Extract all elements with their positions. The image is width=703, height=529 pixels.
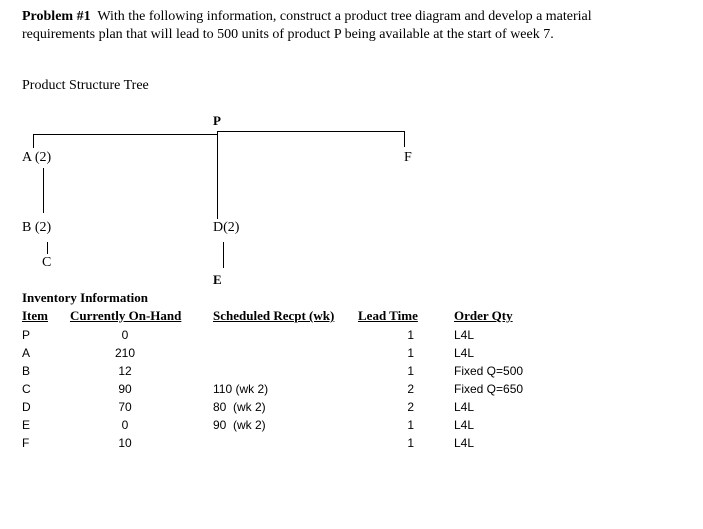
problem-text: With the following information, construct a product tree diagram and develop a material requirements plan that will lead to 500 units of product P being available at the start of week 7. <box>22 9 592 42</box>
header-scheduled-receipt: Scheduled Recpt (wk) <box>213 308 335 323</box>
cell-on-hand: 210 <box>114 346 136 360</box>
node-a: A (2) <box>22 150 52 165</box>
cell-on-hand: 90 <box>118 382 132 396</box>
connector-p-f <box>218 131 404 132</box>
problem-statement <box>22 8 662 44</box>
node-b: B (2) <box>22 220 52 235</box>
cell-lead-time: 1 <box>407 328 414 342</box>
cell-lead-time: 1 <box>407 346 414 360</box>
cell-item: D <box>22 400 31 414</box>
cell-lead-time: 1 <box>407 364 414 378</box>
node-p: P <box>213 113 221 128</box>
cell-item: A <box>22 346 31 360</box>
inventory-title: Inventory Information <box>22 290 149 305</box>
node-c: C <box>42 255 52 270</box>
cell-scheduled-receipt: 90 (wk 2) <box>213 418 266 432</box>
cell-order-qty: Fixed Q=650 <box>454 382 524 396</box>
connector-d-e <box>223 242 224 268</box>
cell-on-hand: 10 <box>118 436 132 450</box>
cell-item: E <box>22 418 31 432</box>
node-e: E <box>213 272 222 287</box>
cell-lead-time: 2 <box>407 382 414 396</box>
cell-order-qty: L4L <box>454 436 475 450</box>
cell-item: C <box>22 382 31 396</box>
cell-scheduled-receipt: 110 (wk 2) <box>213 382 269 396</box>
cell-order-qty: L4L <box>454 328 475 342</box>
cell-scheduled-receipt: 80 (wk 2) <box>213 400 266 414</box>
cell-on-hand: 0 <box>121 328 129 342</box>
cell-item: B <box>22 364 31 378</box>
cell-order-qty: L4L <box>454 418 475 432</box>
connector-p-a <box>33 134 218 135</box>
header-lead-time: Lead Time <box>358 308 418 323</box>
problem-label: Problem #1 <box>22 9 91 24</box>
cell-on-hand: 0 <box>121 418 129 432</box>
cell-order-qty: Fixed Q=500 <box>454 364 524 378</box>
cell-item: F <box>22 436 30 450</box>
cell-order-qty: L4L <box>454 400 475 414</box>
cell-lead-time: 2 <box>407 400 414 414</box>
cell-on-hand: 12 <box>118 364 132 378</box>
cell-lead-time: 1 <box>407 436 414 450</box>
connector-a-b <box>43 168 44 213</box>
header-item: Item <box>22 308 48 323</box>
connector-a-drop <box>33 134 34 148</box>
connector-b-c <box>47 242 48 254</box>
connector-p-d <box>217 131 218 219</box>
cell-order-qty: L4L <box>454 346 475 360</box>
tree-title: Product Structure Tree <box>22 78 149 93</box>
connector-f-drop <box>404 131 405 147</box>
cell-on-hand: 70 <box>118 400 132 414</box>
cell-lead-time: 1 <box>407 418 414 432</box>
header-on-hand: Currently On-Hand <box>70 308 182 323</box>
node-d: D(2) <box>213 220 240 235</box>
cell-item: P <box>22 328 31 342</box>
node-f: F <box>404 150 412 165</box>
header-order-qty: Order Qty <box>454 308 513 323</box>
